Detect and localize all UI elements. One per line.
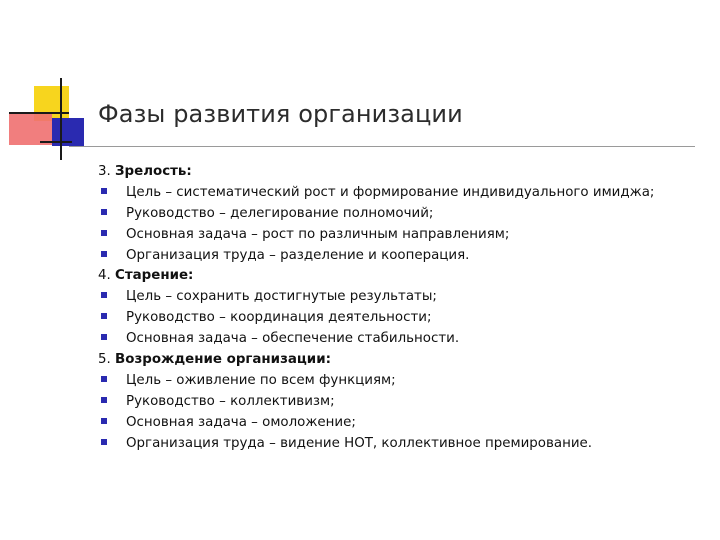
section-heading (98, 266, 708, 287)
list-item-text: Основная задача – омоложение; (126, 414, 356, 430)
list-item (98, 371, 708, 392)
list-item (98, 246, 708, 267)
slide-body (98, 162, 708, 454)
list-item-text: Основная задача – обеспечение стабильности. (126, 331, 460, 347)
list-item-text: Цель – сохранить достигнутые результаты; (126, 289, 437, 305)
decor-vertical-line (60, 78, 62, 160)
list-item-text: Руководство – координация деятельности; (126, 310, 432, 326)
list-item (98, 225, 708, 246)
list-item (98, 204, 708, 225)
list-item-text: Организация труда – разделение и кооперация. (126, 247, 470, 263)
section-heading (98, 162, 708, 183)
section-name: Старение: (115, 268, 194, 284)
section-name: Возрождение организации: (115, 352, 331, 368)
list-item (98, 183, 708, 204)
list-item-text: Организация труда – видение НОТ, коллективное премирование. (126, 435, 593, 451)
section-heading (98, 350, 708, 371)
list-item-text: Цель – оживление по всем функциям; (126, 372, 396, 388)
slide-title: Фазы развития организации (98, 100, 463, 128)
section-name: Зрелость: (115, 164, 192, 179)
section-number: 3. (98, 164, 111, 179)
list-item (98, 308, 708, 329)
decor-horizontal-line (9, 112, 69, 114)
list-item (98, 413, 708, 434)
list-item (98, 287, 708, 308)
list-item (98, 392, 708, 413)
section-number: 5. (98, 352, 111, 368)
list-item-text: Цель – систематический рост и формирование индивидуального имиджа; (126, 184, 655, 200)
section-number: 4. (98, 268, 111, 284)
list-item (98, 329, 708, 350)
list-item-text: Руководство – коллективизм; (126, 393, 335, 409)
list-item-text: Руководство – делегирование полномочий; (126, 205, 434, 221)
list-item (98, 434, 708, 455)
title-underline (69, 146, 695, 147)
decor-short-line (40, 141, 72, 143)
list-item-text: Основная задача – рост по различным направлениям; (126, 226, 510, 242)
